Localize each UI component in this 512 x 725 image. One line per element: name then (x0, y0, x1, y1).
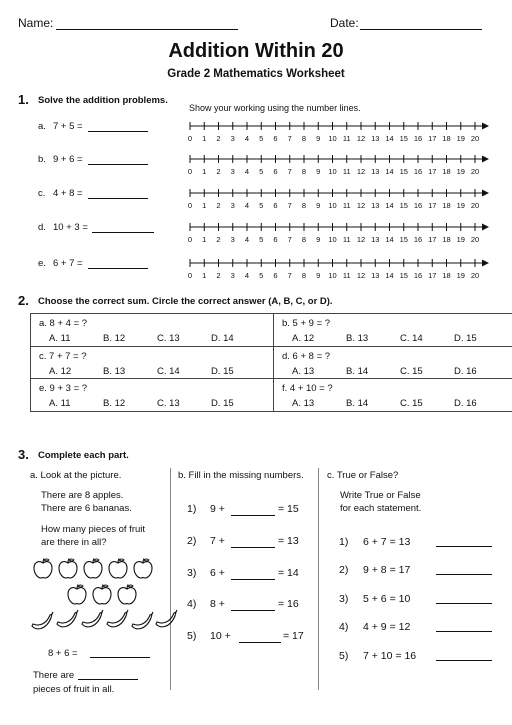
tick-label: 8 (301, 167, 307, 176)
tick-label: 14 (385, 167, 394, 176)
tf-answer-blank[interactable] (436, 574, 492, 575)
mc-cell (31, 314, 274, 347)
tick-label: 5 (259, 271, 264, 280)
tick-label: 10 (328, 235, 337, 244)
mc-option[interactable]: B. 13 (346, 333, 369, 344)
tick-label: 14 (385, 271, 394, 280)
mc-option[interactable]: C. 13 (157, 398, 180, 409)
tick-label: 4 (244, 235, 250, 244)
number-line (186, 256, 496, 282)
tick-label: 10 (328, 201, 337, 210)
tick-label: 8 (301, 235, 307, 244)
banana-icon (154, 608, 178, 630)
mc-question: a. 8 + 4 = ? (39, 318, 88, 329)
mc-option[interactable]: B. 14 (346, 398, 369, 409)
tick-label: 1 (202, 235, 207, 244)
fill-item-number: 2) (187, 535, 197, 547)
tick-label: 3 (230, 134, 235, 143)
q3b-label: b. Fill in the missing numbers. (178, 470, 304, 481)
answer-blank[interactable] (88, 164, 148, 165)
tick-label: 1 (202, 134, 207, 143)
tf-statement: 4 + 9 = 12 (363, 621, 411, 633)
q1-number: 1. (18, 92, 29, 107)
banana-icon (55, 608, 79, 630)
tick-label: 10 (328, 271, 337, 280)
mc-question: c. 7 + 7 = ? (39, 350, 87, 362)
fill-blank[interactable] (231, 515, 275, 516)
problem-expression: 7 + 5 = (53, 121, 83, 132)
problem-label: b. (38, 154, 46, 165)
tick-label: 12 (356, 167, 366, 176)
tick-label: 11 (342, 167, 351, 176)
q3a-count-blank[interactable] (78, 679, 138, 680)
fill-item-pre: 8 + (210, 598, 225, 610)
tick-label: 3 (230, 167, 235, 176)
tick-label: 0 (187, 167, 193, 176)
mc-option[interactable]: B. 12 (103, 333, 126, 344)
number-line (186, 220, 496, 246)
tick-label: 15 (399, 201, 408, 210)
fill-item-pre: 7 + (210, 535, 225, 547)
tick-label: 0 (187, 201, 193, 210)
tick-label: 15 (399, 134, 408, 143)
fill-item-pre: 6 + (210, 567, 225, 579)
fill-item-post: = 14 (278, 567, 299, 579)
tf-answer-blank[interactable] (436, 631, 492, 632)
tick-label: 7 (287, 134, 292, 143)
tick-label: 19 (456, 271, 465, 280)
tick-label: 19 (456, 235, 465, 244)
tick-label: 4 (244, 167, 250, 176)
tick-label: 6 (273, 201, 278, 210)
tick-label: 6 (273, 134, 278, 143)
tick-label: 13 (371, 271, 380, 280)
tick-label: 6 (273, 235, 278, 244)
fill-item-pre: 10 + (210, 630, 231, 642)
mc-question: e. 9 + 3 = ? (39, 383, 88, 394)
tick-label: 2 (216, 201, 221, 210)
answer-blank[interactable] (88, 198, 148, 199)
date-label: Date: (330, 16, 359, 30)
tick-label: 18 (442, 201, 451, 210)
mc-option[interactable]: A. 11 (49, 398, 71, 409)
tick-label: 7 (287, 271, 292, 280)
apple-icon (82, 557, 104, 579)
mc-options (282, 366, 508, 377)
tick-label: 20 (470, 134, 480, 143)
mc-option[interactable]: A. 13 (292, 365, 315, 377)
q3-instruction: Complete each part. (38, 450, 129, 461)
tick-label: 0 (187, 134, 193, 143)
tf-statement: 6 + 7 = 13 (363, 536, 411, 548)
fill-item-post: = 16 (278, 598, 299, 610)
tick-label: 12 (356, 134, 366, 143)
q3a-label: a. Look at the picture. (30, 470, 122, 481)
mc-row (31, 379, 512, 412)
page-subtitle: Grade 2 Mathematics Worksheet (167, 68, 345, 80)
tick-label: 20 (470, 235, 480, 244)
number-line (186, 152, 496, 178)
problem-expression: 4 + 8 = (53, 188, 83, 199)
mc-cell (31, 346, 274, 379)
tick-label: 16 (413, 134, 423, 143)
mc-option[interactable]: C. 13 (157, 333, 180, 344)
arrow-right-icon (482, 260, 489, 267)
tf-statement: 5 + 6 = 10 (363, 593, 411, 605)
tick-label: 0 (187, 235, 193, 244)
tick-label: 7 (287, 201, 292, 210)
tick-label: 2 (216, 235, 221, 244)
q3a-line2: There are 6 bananas. (41, 503, 132, 514)
tick-label: 14 (385, 134, 394, 143)
tick-label: 17 (428, 201, 437, 210)
apple-icon (66, 583, 88, 605)
problem-expression: 6 + 7 = (53, 258, 83, 269)
tick-label: 16 (413, 167, 423, 176)
tick-label: 14 (385, 235, 394, 244)
tick-label: 19 (456, 201, 465, 210)
tick-label: 0 (187, 271, 193, 280)
tick-label: 17 (428, 134, 437, 143)
problem-label: e. (38, 258, 46, 269)
tick-label: 15 (399, 235, 408, 244)
tick-label: 2 (216, 134, 221, 143)
mc-option[interactable]: B. 14 (346, 365, 369, 377)
tick-label: 9 (316, 134, 321, 143)
tick-label: 12 (356, 235, 366, 244)
fill-blank[interactable] (231, 579, 275, 580)
tick-label: 10 (328, 167, 337, 176)
tick-label: 4 (244, 201, 250, 210)
problem-label: c. (38, 188, 46, 199)
mc-option[interactable]: D. 15 (211, 365, 234, 377)
tick-label: 1 (202, 201, 207, 210)
tick-label: 17 (428, 167, 437, 176)
fill-blank[interactable] (239, 642, 281, 643)
apple-icon (57, 557, 79, 579)
arrow-right-icon (482, 156, 489, 163)
column-divider (318, 468, 319, 690)
tick-label: 6 (273, 167, 278, 176)
banana-icon (130, 610, 154, 632)
q1-note: Show your working using the number lines. (189, 103, 361, 113)
tick-label: 18 (442, 134, 451, 143)
tick-label: 18 (442, 235, 451, 244)
mc-option[interactable]: C. 14 (157, 365, 180, 377)
fill-item-number: 5) (187, 630, 197, 642)
tick-label: 5 (259, 167, 264, 176)
q3a-answer-pre: There are (33, 670, 75, 681)
tick-label: 9 (316, 167, 321, 176)
fill-item-pre: 9 + (210, 503, 225, 515)
mc-option[interactable]: C. 14 (400, 333, 423, 344)
q3c-label: c. True or False? (327, 470, 399, 481)
tick-label: 13 (371, 167, 380, 176)
tf-answer-blank[interactable] (436, 546, 492, 547)
mc-options (282, 398, 508, 409)
number-line (186, 119, 496, 145)
tf-item-number: 3) (339, 593, 349, 605)
apple-icon (32, 557, 54, 579)
q3a-line1: There are 8 apples. (41, 490, 124, 501)
q3a-question-line2: are there in all? (41, 537, 107, 548)
mc-option[interactable]: A. 13 (292, 398, 315, 409)
tick-label: 5 (259, 235, 264, 244)
tick-label: 13 (371, 235, 380, 244)
mc-option[interactable]: C. 15 (400, 398, 423, 409)
q3a-answer-blank[interactable] (90, 657, 150, 658)
tick-label: 13 (371, 134, 380, 143)
tick-label: 4 (244, 134, 250, 143)
tick-label: 8 (301, 201, 307, 210)
tick-label: 20 (470, 271, 480, 280)
tf-item-number: 1) (339, 536, 349, 548)
mc-option[interactable]: D. 14 (211, 333, 234, 344)
q3a-question-line1: How many pieces of fruit (41, 524, 146, 535)
date-field[interactable] (360, 29, 482, 30)
tf-item-number: 2) (339, 564, 349, 576)
mc-cell (274, 314, 512, 347)
banana-icon (105, 608, 129, 630)
mc-option[interactable]: B. 13 (103, 365, 126, 377)
tick-label: 14 (385, 201, 394, 210)
mc-options (39, 398, 265, 409)
tf-item-number: 4) (339, 621, 349, 633)
fill-blank[interactable] (231, 547, 275, 548)
tick-label: 15 (399, 167, 408, 176)
fill-item-number: 1) (187, 503, 197, 515)
tick-label: 18 (442, 271, 451, 280)
q3a-equation: 8 + 6 = (48, 648, 78, 659)
apple-icon (107, 557, 129, 579)
tf-answer-blank[interactable] (436, 660, 492, 661)
mc-options (39, 366, 265, 377)
mc-question: b. 5 + 9 = ? (282, 318, 331, 329)
tick-label: 11 (342, 201, 351, 210)
number-line (186, 186, 496, 212)
tick-label: 3 (230, 235, 235, 244)
tick-label: 1 (202, 167, 207, 176)
mc-question: d. 6 + 8 = ? (282, 350, 331, 362)
tick-label: 11 (342, 134, 351, 143)
apple-icon (116, 583, 138, 605)
fill-item-post: = 17 (283, 630, 304, 642)
tick-label: 13 (371, 201, 380, 210)
tick-label: 11 (342, 271, 351, 280)
mc-options (39, 333, 265, 344)
tick-label: 12 (356, 201, 366, 210)
apple-icon (91, 583, 113, 605)
mc-option[interactable]: A. 11 (49, 333, 71, 344)
mc-option[interactable]: D. 16 (454, 365, 477, 377)
tf-item-number: 5) (339, 650, 349, 662)
tick-label: 17 (428, 271, 437, 280)
mc-option[interactable]: A. 12 (292, 333, 315, 344)
answer-blank[interactable] (92, 232, 154, 233)
banana-icon (30, 610, 54, 632)
q2-table (30, 313, 512, 412)
tick-label: 6 (273, 271, 278, 280)
mc-cell (31, 379, 274, 412)
problem-expression: 9 + 6 = (53, 154, 83, 165)
tick-label: 2 (216, 271, 221, 280)
arrow-right-icon (482, 190, 489, 197)
q2-number: 2. (18, 293, 29, 308)
q1-instruction: Solve the addition problems. (38, 95, 168, 106)
q3-number: 3. (18, 447, 29, 462)
mc-cell (274, 346, 512, 379)
q3c-note2: for each statement. (340, 503, 422, 514)
apple-icon (132, 557, 154, 579)
tick-label: 12 (356, 271, 366, 280)
mc-row (31, 314, 512, 347)
tick-label: 19 (456, 134, 465, 143)
q3c-note1: Write True or False (340, 490, 421, 501)
mc-option[interactable]: D. 15 (454, 333, 477, 344)
tick-label: 5 (259, 134, 264, 143)
tick-label: 11 (342, 235, 351, 244)
problem-expression: 10 + 3 = (53, 222, 88, 233)
tick-label: 8 (301, 134, 307, 143)
q2-instruction: Choose the correct sum. Circle the correct answer (A, B, C, or D). (38, 296, 333, 307)
answer-blank[interactable] (88, 268, 148, 269)
tick-label: 16 (413, 235, 423, 244)
q3a-answer-post: pieces of fruit in all. (33, 684, 115, 695)
problem-label: d. (38, 222, 46, 233)
mc-option[interactable]: D. 15 (211, 398, 234, 409)
fill-item-number: 4) (187, 598, 197, 610)
tick-label: 9 (316, 201, 321, 210)
fill-item-number: 3) (187, 567, 197, 579)
banana-icon (80, 608, 104, 630)
fill-item-post: = 15 (278, 503, 299, 515)
column-divider (170, 468, 171, 690)
mc-row (31, 346, 512, 379)
tick-label: 4 (244, 271, 250, 280)
tick-label: 20 (470, 201, 480, 210)
page-title: Addition Within 20 (168, 40, 344, 62)
tick-label: 20 (470, 167, 480, 176)
tick-label: 1 (202, 271, 207, 280)
mc-option[interactable]: C. 15 (400, 365, 423, 377)
tick-label: 16 (413, 271, 423, 280)
tf-answer-blank[interactable] (436, 603, 492, 604)
answer-blank[interactable] (88, 131, 148, 132)
mc-cell (274, 379, 512, 412)
tick-label: 15 (399, 271, 408, 280)
name-label: Name: (18, 16, 54, 30)
tick-label: 3 (230, 201, 235, 210)
tick-label: 9 (316, 271, 321, 280)
tick-label: 16 (413, 201, 423, 210)
tick-label: 5 (259, 201, 264, 210)
tf-statement: 7 + 10 = 16 (363, 650, 417, 662)
mc-question: f. 4 + 10 = ? (282, 383, 333, 394)
tick-label: 8 (301, 271, 307, 280)
tick-label: 7 (287, 235, 292, 244)
mc-options (282, 333, 508, 344)
tick-label: 9 (316, 235, 321, 244)
name-field[interactable] (56, 29, 238, 30)
mc-option[interactable]: B. 12 (103, 398, 126, 409)
mc-option[interactable]: D. 16 (454, 398, 477, 409)
tick-label: 7 (287, 167, 292, 176)
problem-label: a. (38, 121, 46, 132)
tick-label: 3 (230, 271, 235, 280)
tick-label: 10 (328, 134, 337, 143)
tick-label: 17 (428, 235, 437, 244)
arrow-right-icon (482, 123, 489, 130)
tick-label: 2 (216, 167, 221, 176)
arrow-right-icon (482, 224, 489, 231)
fill-item-post: = 13 (278, 535, 299, 547)
tick-label: 18 (442, 167, 451, 176)
tick-label: 19 (456, 167, 465, 176)
mc-option[interactable]: A. 12 (49, 365, 72, 377)
tf-statement: 9 + 8 = 17 (363, 564, 411, 576)
fill-blank[interactable] (231, 610, 275, 611)
